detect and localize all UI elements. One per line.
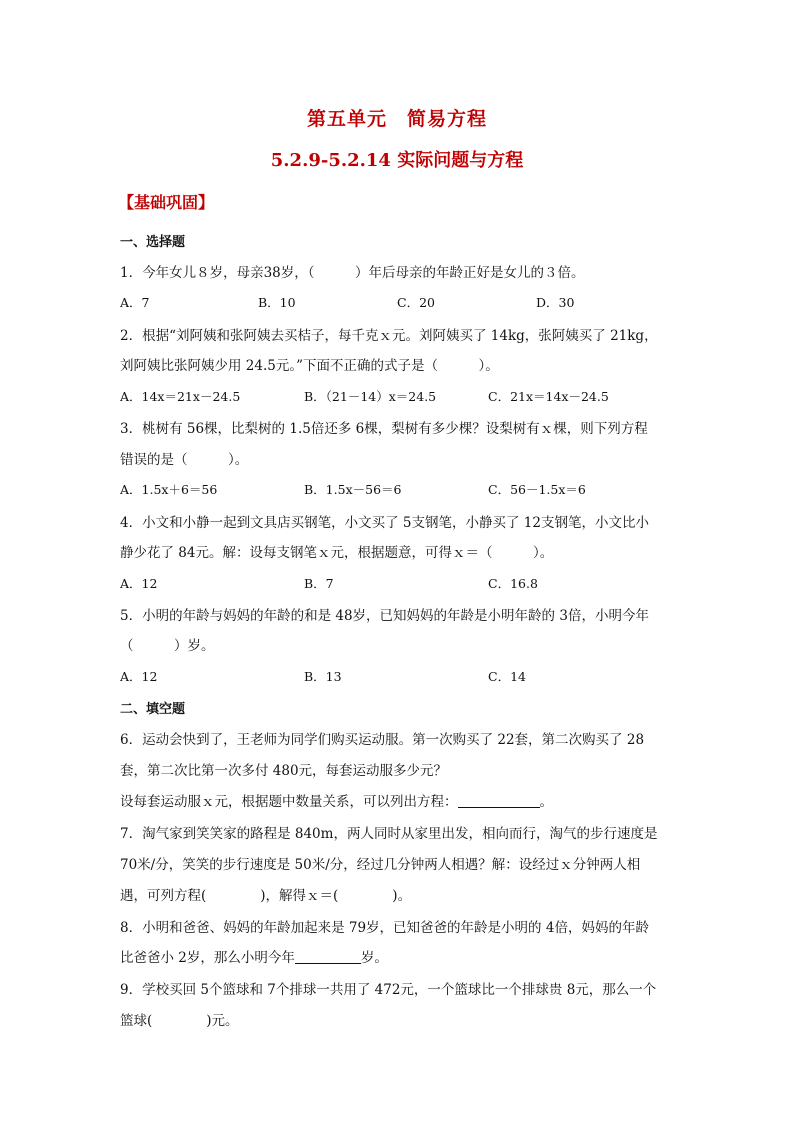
question-7-line1: 7．淘气家到笑笑家的路程是 840m，两人同时从家里出发，相向而行，淘气的步行速度是 [120,826,658,842]
q1-option-d: D．30 [536,295,575,310]
question-6-line1: 6．运动会快到了，王老师为同学们购买运动服。第一次购买了 22套，第二次购买了 28 [120,732,645,748]
question-2-line2: 刘阿姨比张阿姨少用 24.5元。”下面不正确的式子是（ ）。 [120,358,499,374]
question-3-line1: 3．桃树有 56棵，比梨树的 1.5倍还多 6棵，梨树有多少棵？设梨树有ｘ棵，则下列方程 [120,421,648,437]
lesson-title: 5.2.9-5.2.14 实际问题与方程 [270,150,524,171]
question-7-line3: 遇，可列方程( )，解得ｘ＝( )。 [120,888,412,904]
question-4-line1: 4．小文和小静一起到文具店买钢笔，小文买了 5支钢笔，小静买了 12支钢笔，小文比小 [120,515,649,531]
q4-option-a: A．12 [120,576,158,591]
question-8-line2 [120,946,388,966]
q4-option-b: B．7 [304,576,334,591]
q3-option-b: B．1.5x－56＝6 [304,482,402,497]
q5-option-b: B．13 [304,669,342,684]
question-3-line2: 错误的是（ ）。 [120,452,249,468]
q5-option-c: C．14 [488,669,526,684]
question-9-line2: 篮球( )元。 [120,1013,239,1029]
q6-answer-blank[interactable] [458,793,540,808]
question-2-line1: 2．根据“刘阿姨和张阿姨去买桔子，每千克ｘ元。刘阿姨买了 14kg，张阿姨买了 21kg， [120,328,658,344]
question-7-line2: 70米/分，笑笑的步行速度是 50米/分，经过几分钟两人相遇？解：设经过ｘ分钟两人相 [120,857,641,873]
question-6-line2: 套，第二次比第一次多付 480元，每套运动服多少元？ [120,763,448,779]
question-5-line1: 5．小明的年龄与妈妈的年龄的和是 48岁，已知妈妈的年龄是小明年龄的 3倍，小明今年 [120,608,649,624]
q5-option-a: A．12 [120,669,158,684]
question-6-line3 [120,790,553,810]
q1-option-c: C．20 [397,295,435,310]
q3-option-c: C．56－1.5x＝6 [488,482,586,497]
section-title-fill: 二、填空题 [120,702,186,717]
question-4-line2: 静少花了 84元。解：设每支钢笔ｘ元，根据题意，可得ｘ＝（ ）。 [120,545,554,561]
q8-prompt: 比爸爸小 2岁，那么小明今年 [120,950,295,966]
q4-option-c: C．16.8 [488,576,538,591]
q8-answer-blank[interactable] [295,949,361,964]
q1-option-b: B．10 [258,295,296,310]
question-9-line1: 9．学校买回 5个篮球和 7个排球一共用了 472元，一个篮球比一个排球贵 8元，那么一个 [120,982,657,998]
q6-prompt: 设每套运动服ｘ元，根据题中数量关系，可以列出方程： [120,794,458,810]
question-1-text: 1．今年女儿８岁，母亲38岁，（ ）年后母亲的年龄正好是女儿的３倍。 [120,265,585,281]
section-tag: 【基础巩固】 [118,193,215,212]
unit-title: 第五单元 简易方程 [306,108,487,130]
q3-option-a: A．1.5x＋6＝56 [120,482,218,497]
question-5-line2: （ ）岁。 [120,638,215,654]
q2-option-b: B．（21－14）x＝24.5 [304,389,437,404]
q8-end: 岁。 [360,950,388,966]
q1-option-a: A．7 [120,295,150,310]
question-8-line1: 8．小明和爸爸、妈妈的年龄加起来是 79岁，已知爸爸的年龄是小明的 4倍，妈妈的年龄 [120,920,649,936]
q2-option-c: C．21x＝14x－24.5 [488,389,609,404]
q2-option-a: A．14x＝21x－24.5 [120,389,241,404]
section-title-choice: 一、选择题 [120,235,186,250]
q6-end: 。 [539,794,553,810]
